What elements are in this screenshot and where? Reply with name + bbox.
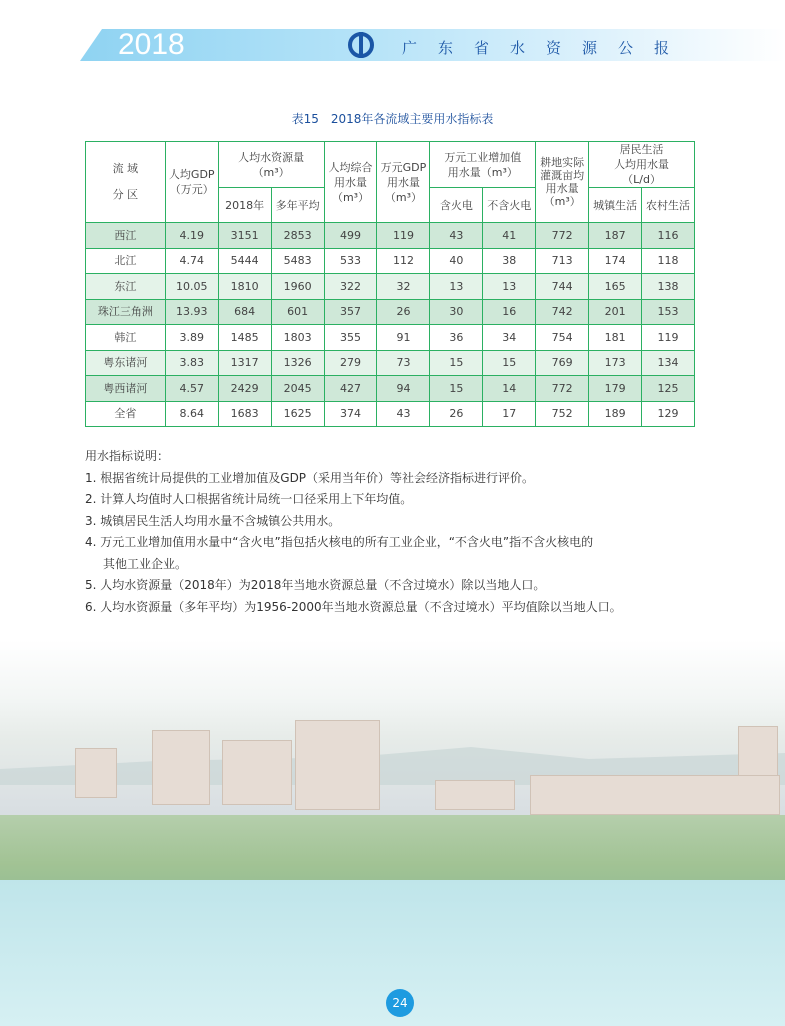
value-cell: 4.19 [165,223,218,249]
table-row [86,401,695,427]
header-ind-use: 万元工业增加值 用水量（m³） [430,142,536,188]
value-cell: 30 [430,299,483,325]
region-cell: 韩江 [86,325,166,351]
header-res-2018: 2018年 [218,188,271,223]
value-cell: 26 [377,299,430,325]
value-cell: 118 [642,248,695,274]
photo-building [75,748,117,798]
value-cell: 94 [377,376,430,402]
value-cell: 769 [536,350,589,376]
value-cell: 1326 [271,350,324,376]
header-gdp-use: 万元GDP 用水量 （m³） [377,142,430,223]
header-res-avg: 多年平均 [271,188,324,223]
value-cell: 165 [589,274,642,300]
value-cell: 125 [642,376,695,402]
photo-building [152,730,210,805]
photo-building [435,780,515,810]
value-cell: 2429 [218,376,271,402]
value-cell: 73 [377,350,430,376]
value-cell: 684 [218,299,271,325]
value-cell: 1317 [218,350,271,376]
region-cell: 粤东诸河 [86,350,166,376]
value-cell: 112 [377,248,430,274]
value-cell: 13.93 [165,299,218,325]
table-row [86,274,695,300]
value-cell: 16 [483,299,536,325]
value-cell: 5483 [271,248,324,274]
value-cell: 355 [324,325,377,351]
header-ind-fire: 含火电 [430,188,483,223]
value-cell: 15 [430,350,483,376]
page-number: 24 [386,989,414,1017]
header-region: 流 域 分 区 [86,142,166,223]
table-row [86,248,695,274]
value-cell: 13 [483,274,536,300]
header-farm: 耕地实际 灌溉亩均 用水量 （m³） [536,142,589,223]
value-cell: 1960 [271,274,324,300]
value-cell: 173 [589,350,642,376]
header-ind-nofire: 不含火电 [483,188,536,223]
photo-greenery [0,815,785,880]
value-cell: 119 [642,325,695,351]
value-cell: 43 [430,223,483,249]
value-cell: 138 [642,274,695,300]
value-cell: 499 [324,223,377,249]
value-cell: 10.05 [165,274,218,300]
value-cell: 40 [430,248,483,274]
value-cell: 2853 [271,223,324,249]
value-cell: 2045 [271,376,324,402]
value-cell: 153 [642,299,695,325]
value-cell: 772 [536,376,589,402]
value-cell: 1485 [218,325,271,351]
region-cell: 粤西诸河 [86,376,166,402]
header-rural: 农村生活 [642,188,695,223]
table-row [86,350,695,376]
header-water-res: 人均水资源量 （m³） [218,142,324,188]
header-title: 广东省水资源公报 [402,39,691,57]
photo-building [222,740,292,805]
note-item: 3. 城镇居民生活人均用水量不含城镇公共用水。 [85,513,341,528]
value-cell: 3.89 [165,325,218,351]
table-caption: 表15 2018年各流域主要用水指标表 [291,112,494,126]
value-cell: 1810 [218,274,271,300]
header-per-capita-use: 人均综合 用水量 （m³） [324,142,377,223]
value-cell: 533 [324,248,377,274]
table-row [86,376,695,402]
value-cell: 374 [324,401,377,427]
region-cell: 东江 [86,274,166,300]
notes [85,446,622,618]
value-cell: 3.83 [165,350,218,376]
header-urban: 城镇生活 [589,188,642,223]
value-cell: 174 [589,248,642,274]
value-cell: 91 [377,325,430,351]
photo-building [738,726,778,781]
note-item: 1. 根据省统计局提供的工业增加值及GDP（采用当年价）等社会经济指标进行评价。 [85,470,535,485]
value-cell: 4.57 [165,376,218,402]
value-cell: 32 [377,274,430,300]
value-cell: 134 [642,350,695,376]
value-cell: 129 [642,401,695,427]
value-cell: 15 [430,376,483,402]
value-cell: 8.64 [165,401,218,427]
value-cell: 4.74 [165,248,218,274]
value-cell: 13 [430,274,483,300]
photo-building [530,775,780,815]
value-cell: 1625 [271,401,324,427]
value-cell: 201 [589,299,642,325]
value-cell: 41 [483,223,536,249]
value-cell: 3151 [218,223,271,249]
note-item: 4. 万元工业增加值用水量中“含火电”指包括火核电的所有工业企业，“不含火电”指不含火核电的 [85,535,594,549]
value-cell: 14 [483,376,536,402]
value-cell: 116 [642,223,695,249]
value-cell: 754 [536,325,589,351]
note-item: 6. 人均水资源量（多年平均）为1956-2000年当地水资源总量（不含过境水）平均值除以当地人口。 [85,599,622,614]
value-cell: 26 [430,401,483,427]
value-cell: 713 [536,248,589,274]
value-cell: 15 [483,350,536,376]
value-cell: 17 [483,401,536,427]
value-cell: 38 [483,248,536,274]
value-cell: 36 [430,325,483,351]
note-item: 5. 人均水资源量（2018年）为2018年当地水资源总量（不含过境水）除以当地人口。 [85,578,546,592]
value-cell: 427 [324,376,377,402]
value-cell: 357 [324,299,377,325]
note-item: 其他工业企业。 [103,556,188,571]
value-cell: 322 [324,274,377,300]
value-cell: 744 [536,274,589,300]
header-year: 2018 [118,28,185,61]
region-cell: 珠江三角洲 [86,299,166,325]
note-item: 2. 计算人均值时人口根据省统计局统一口径采用上下年均值。 [85,492,413,506]
value-cell: 5444 [218,248,271,274]
water-logo-icon [348,32,374,58]
header-domestic: 居民生活 人均用水量 （L/d） [589,142,695,188]
value-cell: 43 [377,401,430,427]
value-cell: 189 [589,401,642,427]
header-gdp: 人均GDP （万元） [165,142,218,223]
value-cell: 772 [536,223,589,249]
value-cell: 279 [324,350,377,376]
value-cell: 601 [271,299,324,325]
notes-title: 用水指标说明： [85,449,170,463]
water-indicator-table [85,141,695,427]
value-cell: 181 [589,325,642,351]
value-cell: 187 [589,223,642,249]
region-cell: 北江 [86,248,166,274]
table-row [86,325,695,351]
photo-building [295,720,380,810]
table-row [86,223,695,249]
value-cell: 752 [536,401,589,427]
region-cell: 西江 [86,223,166,249]
value-cell: 742 [536,299,589,325]
value-cell: 1803 [271,325,324,351]
region-cell: 全省 [86,401,166,427]
table-row [86,299,695,325]
value-cell: 34 [483,325,536,351]
value-cell: 119 [377,223,430,249]
value-cell: 1683 [218,401,271,427]
value-cell: 179 [589,376,642,402]
